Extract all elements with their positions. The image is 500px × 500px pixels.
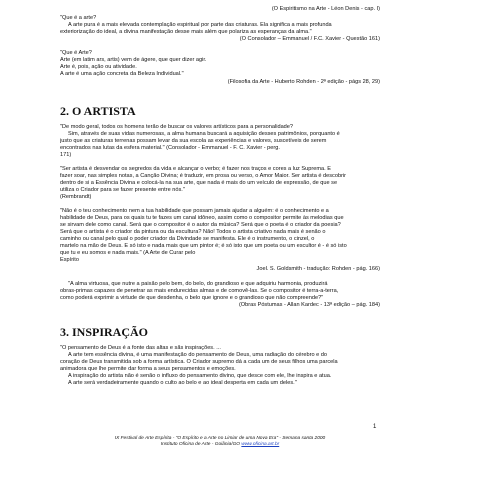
- section2-q1-line: encontrados nas lutas da esfera material." (Consolador - Emmanuel - F. C. Xavier - perg.: [60, 145, 280, 151]
- section2-q4-line: "A alma virtuosa, que nutre a paixão pelo bem, do belo, do grandioso e que adquiriu harmonia, produzirá: [68, 281, 328, 287]
- section2-q1-line: justo que as criaturas terrenas possam levar da sua escola as experiências e valores, suscetíveis de serem: [60, 138, 327, 144]
- footer-link[interactable]: www.oficina.art.br: [241, 442, 280, 447]
- section2-q2-line: fazer soar, nas simples notas, a Canção Divina; é traduzir, em prosa ou verso, o Amor Maior. Ser artista é descobrir: [60, 173, 347, 179]
- section3-line: A arte tem essência divina, é uma manifestação do pensamento de Deus, uma radiação do cérebro e do: [68, 352, 328, 358]
- page-number: 1: [373, 424, 377, 430]
- section2-q3-line: habilidade de Deus, para os quais tu te fazes um canal idôneo, assim como o compositor permite às melodias que: [60, 215, 344, 221]
- section3-line: coração de Deus transmitida sob a forma artística. O Criador supremo dá a cada um de seus filhos uma parcela: [60, 359, 338, 365]
- section2-q1-line: "De modo geral, todos os homens terão de buscar os valores artísticos para a personalidade?: [60, 124, 294, 130]
- section3-line: A arte será verdadeiramente quando o culto ao belo e ao ideal desperta em cada um deles.": [68, 380, 297, 386]
- section2-q3-line: "Não é o teu conhecimento nem a tua habilidade que possam jamais ajudar a alguém: é o conhecimento e a: [60, 208, 329, 214]
- quote1-question: "Que é a arte?: [60, 15, 97, 21]
- section2-q1-line: Sim, através de suas vidas numerosas, a alma humana buscará a aquisição desses patrimônios, porquanto é: [68, 131, 340, 137]
- quote2-line: Arte (em latim ars, artis) vem de ágere, que quer dizer agir.: [60, 57, 207, 63]
- section3-line: A inspiração do artista não é senão o influxo do pensamento divino, que desce com ele, lhe inspira e atua.: [68, 373, 332, 379]
- section2-q2-line: dentro de si a Essência Divina e colocá-la na sua arte, que nada é mais do um veículo de expressão, de que se: [60, 180, 338, 186]
- section3-line: "O pensamento de Deus é a fonte das altas e sãs inspirações. ...: [60, 345, 221, 351]
- section3-line: animadora que lhe permite dar forma a seus pensamentos e emoções.: [60, 366, 236, 372]
- section-title-artista: 2. O ARTISTA: [60, 104, 136, 118]
- quote2-line: A arte é uma ação concreta da Beleza Individual.": [60, 71, 184, 77]
- quote1-source: (O Consolador – Emmanuel / F.C. Xavier - Questão 161): [239, 36, 380, 42]
- top-citation: (O Espiritismo na Arte - Léon Denis - cap. I): [271, 6, 380, 12]
- section2-q4-source: (Obras Póstumas - Allan Kardec - 13ª edição – pág. 184): [238, 302, 380, 308]
- footer-line-1: IX Festival de Arte Espírita - "O Espírito e a Arte no Limiar de uma Nova Era" - Semana santa 2000: [114, 436, 326, 441]
- section2-q3-line: que tu e eu somos e nada mais." (A Arte de Curar pelo: [60, 250, 196, 256]
- section2-q2-line: "Ser artista é desvendar os segredos da vida e alcançar o verbo; é fazer nos traços e cores a luz Suprema. É: [60, 166, 331, 172]
- quote2-source: (Filosofia da Arte - Huberto Rohden - 2ª edição - págs 28, 29): [227, 79, 380, 85]
- section2-q3-line: Será que o artista é o criador da pintura ou da escultura? Não! Todos o artista criativo nada mais é senão o: [60, 229, 326, 235]
- section2-q3-line: se sirvam dele como canal. Será que o compositor é o autor da música? Será que o poeta é o criador da poesia?: [60, 222, 341, 228]
- section2-q3-line: caminho ou canal pelo qual o poder criador da Divindade se manifesta. Ele é o instrumento, o cinzel, o: [60, 236, 315, 242]
- quote2-line: "Que é Arte?: [60, 50, 92, 56]
- footer-line-2: [60, 442, 380, 448]
- section2-q2-line: (Rembrandt): [60, 194, 92, 200]
- section2-q4-line: como poderá exprimir a virtude de que desdenha, o belo que ignore e o grandioso que não compreende?": [60, 295, 324, 301]
- section-title-inspiracao: 3. INSPIRAÇÃO: [60, 325, 149, 339]
- quote1-line: A arte pura é a mais elevada contemplação espiritual por parte das criaturas. Ela significa a mais profunda: [68, 22, 332, 28]
- section2-q1-line: 171): [60, 152, 72, 158]
- quote1-line: exteriorização do ideal, a divina manifestação desse mais além que polariza as esperanças da alma.": [60, 29, 312, 35]
- section2-q3-line: Espírito: [60, 257, 79, 263]
- section2-q4-line: obras-primas capazes de penetrar as mais endurecidas almas e de comovê-las. Se o compositor é terra-a-terra,: [60, 288, 339, 294]
- section2-q2-line: utiliza o Criador para se fazer presente entre nós.": [60, 187, 185, 193]
- footer-institute: Instituto Oficina de Arte - Goiânia/GO: [160, 442, 242, 447]
- section2-q3-source: Joel. S. Goldsmith - tradução: Rohden - pág. 166): [256, 266, 380, 272]
- quote2-line: Arte é, pois, ação ou atividade.: [60, 64, 137, 70]
- section2-q3-line: martelo na mão de Deus. É só isto e nada mais que um pintor é; é só isto que um poeta ou um escultor é - é só isto: [60, 243, 347, 249]
